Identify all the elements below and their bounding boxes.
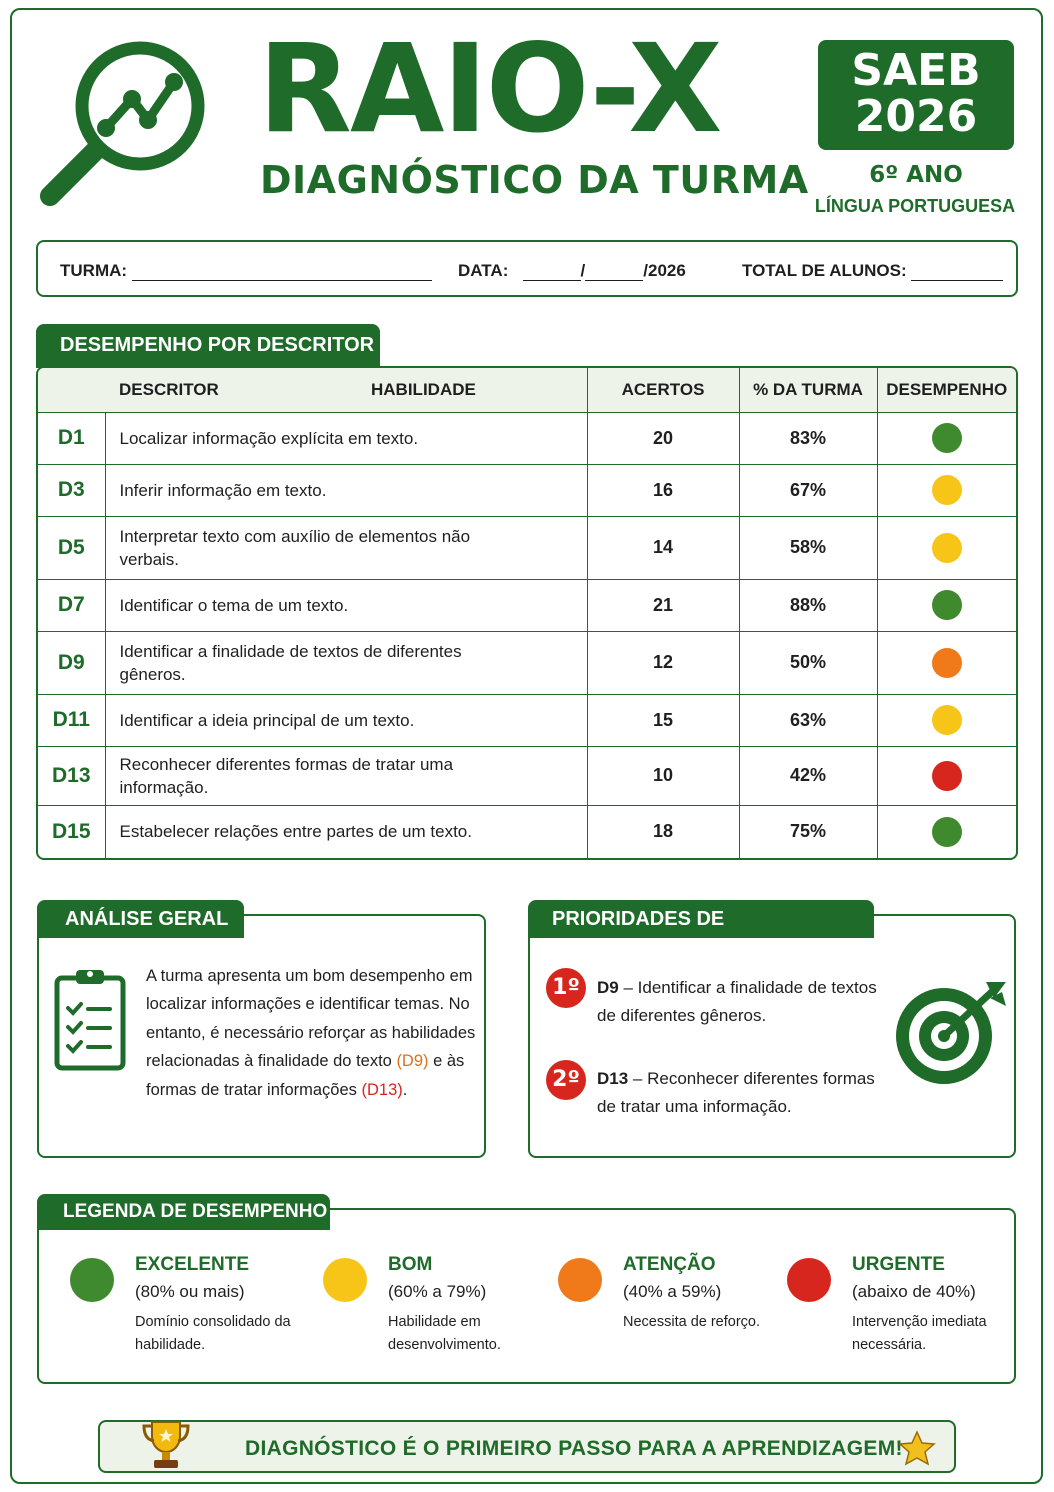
performance-table bbox=[36, 366, 1018, 860]
date-label: DATA: bbox=[458, 261, 509, 280]
status-dot-bom bbox=[932, 705, 962, 735]
descriptor-code: D15 bbox=[38, 805, 105, 858]
legend-dot-bom bbox=[323, 1258, 367, 1302]
legend-range: (60% a 79%) bbox=[388, 1282, 487, 1301]
analysis-text-part: . bbox=[402, 1080, 408, 1099]
performance-indicator-cell bbox=[877, 579, 1016, 631]
subject-label: LÍNGUA PORTUGUESA bbox=[814, 196, 1016, 216]
legend-dot-excelente bbox=[70, 1258, 114, 1302]
legend-description: Domínio consolidado da habilidade. bbox=[135, 1314, 291, 1353]
col-acertos: ACERTOS bbox=[587, 368, 739, 412]
badge-line-1: SAEB bbox=[851, 45, 981, 96]
legend-range: (abaixo de 40%) bbox=[852, 1282, 976, 1301]
acertos-value: 18 bbox=[587, 805, 739, 858]
total-label: TOTAL DE ALUNOS: bbox=[742, 261, 907, 280]
priorities-title: PRIORIDADES DE INTERVENÇÃO bbox=[528, 900, 874, 938]
status-dot-bom bbox=[932, 475, 962, 505]
performance-indicator-cell bbox=[877, 516, 1016, 579]
performance-section-title: DESEMPENHO POR DESCRITOR bbox=[36, 324, 380, 368]
table-header-row bbox=[38, 368, 1016, 412]
skill-description: Identificar a finalidade de textos de diferentes gêneros. bbox=[105, 631, 587, 694]
performance-indicator-cell bbox=[877, 412, 1016, 464]
table-row bbox=[38, 579, 1016, 631]
grade-label: 6º ANO bbox=[869, 162, 963, 188]
priority-text: – Identificar a finalidade de textos de diferentes gêneros. bbox=[597, 978, 877, 1025]
table-row bbox=[38, 464, 1016, 516]
target-arrow-icon bbox=[890, 978, 1010, 1090]
performance-indicator-cell bbox=[877, 464, 1016, 516]
percent-value: 42% bbox=[739, 746, 877, 805]
acertos-value: 16 bbox=[587, 464, 739, 516]
header-descritor-habilidade bbox=[38, 368, 587, 412]
priority-item-1 bbox=[597, 974, 897, 1030]
acertos-value: 10 bbox=[587, 746, 739, 805]
checklist-clipboard-icon bbox=[54, 966, 126, 1072]
page-title: RAIO-X bbox=[258, 18, 721, 160]
date-year: /2026 bbox=[643, 261, 686, 280]
saeb-badge bbox=[818, 40, 1014, 150]
status-dot-excelente bbox=[932, 817, 962, 847]
performance-indicator-cell bbox=[877, 805, 1016, 858]
percent-value: 83% bbox=[739, 412, 877, 464]
legend-description: Habilidade em desenvolvimento. bbox=[388, 1314, 501, 1353]
legend-dot-urgente bbox=[787, 1258, 831, 1302]
descriptor-code: D1 bbox=[38, 412, 105, 464]
table-row bbox=[38, 746, 1016, 805]
legend-range: (40% a 59%) bbox=[623, 1282, 722, 1301]
status-dot-urgente bbox=[932, 761, 962, 791]
footer-banner bbox=[98, 1420, 956, 1473]
col-habilidade: HABILIDADE bbox=[371, 380, 476, 399]
analysis-title: ANÁLISE GERAL bbox=[37, 900, 244, 938]
skill-description: Interpretar texto com auxílio de elementos não verbais. bbox=[105, 516, 587, 579]
skill-description: Localizar informação explícita em texto. bbox=[105, 412, 587, 464]
status-dot-bom bbox=[932, 533, 962, 563]
skill-description: Identificar a ideia principal de um texto. bbox=[105, 694, 587, 746]
skill-description: Identificar o tema de um texto. bbox=[105, 579, 587, 631]
magnifier-chart-icon bbox=[36, 36, 216, 216]
skill-description: Reconhecer diferentes formas de tratar uma informação. bbox=[105, 746, 587, 805]
performance-indicator-cell bbox=[877, 746, 1016, 805]
legend-label: EXCELENTE bbox=[135, 1254, 250, 1275]
col-descritor: DESCRITOR bbox=[119, 380, 219, 399]
analysis-highlight-d9: (D9) bbox=[396, 1052, 429, 1071]
priority-code: D9 bbox=[597, 978, 619, 997]
skill-description: Inferir informação em texto. bbox=[105, 464, 587, 516]
legend-label: ATENÇÃO bbox=[623, 1254, 716, 1275]
total-field[interactable] bbox=[742, 261, 1003, 281]
descriptor-code: D3 bbox=[38, 464, 105, 516]
legend-description: Necessita de reforço. bbox=[623, 1314, 761, 1330]
percent-value: 50% bbox=[739, 631, 877, 694]
legend-description: Intervenção imediata necessária. bbox=[852, 1314, 987, 1353]
descriptor-code: D9 bbox=[38, 631, 105, 694]
priority-code: D13 bbox=[597, 1069, 629, 1088]
total-blank[interactable] bbox=[911, 263, 1003, 281]
status-dot-excelente bbox=[932, 590, 962, 620]
status-dot-excelente bbox=[932, 423, 962, 453]
descriptor-code: D7 bbox=[38, 579, 105, 631]
status-dot-atencao bbox=[932, 648, 962, 678]
priority-rank-badge: 1º bbox=[546, 968, 586, 1008]
turma-field[interactable] bbox=[60, 261, 432, 281]
page-subtitle: DIAGNÓSTICO DA TURMA bbox=[260, 158, 809, 202]
analysis-text-part: A turma apresenta um bom desempenho em localizar informações e identificar temas. No entanto, é necessário reforçar as habilidades relacionadas à finalidade do texto bbox=[146, 967, 476, 1071]
table-row bbox=[38, 412, 1016, 464]
priority-rank-badge: 2º bbox=[546, 1060, 586, 1100]
acertos-value: 15 bbox=[587, 694, 739, 746]
legend-label: BOM bbox=[388, 1254, 433, 1275]
performance-indicator-cell bbox=[877, 631, 1016, 694]
date-field[interactable] bbox=[458, 261, 686, 281]
table-row bbox=[38, 631, 1016, 694]
percent-value: 75% bbox=[739, 805, 877, 858]
col-desempenho: DESEMPENHO bbox=[877, 368, 1016, 412]
turma-label: TURMA: bbox=[60, 261, 128, 280]
priority-item-2 bbox=[597, 1065, 887, 1121]
table-row bbox=[38, 805, 1016, 858]
descriptor-code: D13 bbox=[38, 746, 105, 805]
acertos-value: 20 bbox=[587, 412, 739, 464]
analysis-text bbox=[146, 962, 476, 1104]
legend-title: LEGENDA DE DESEMPENHO bbox=[37, 1194, 330, 1230]
class-info-bar bbox=[36, 240, 1018, 297]
star-icon bbox=[898, 1430, 936, 1466]
acertos-value: 12 bbox=[587, 631, 739, 694]
percent-value: 67% bbox=[739, 464, 877, 516]
legend-range: (80% ou mais) bbox=[135, 1282, 245, 1301]
acertos-value: 14 bbox=[587, 516, 739, 579]
footer-text: DIAGNÓSTICO É O PRIMEIRO PASSO PARA A APRENDIZAGEM! bbox=[245, 1437, 903, 1460]
analysis-text-part: e às formas de tratar informações bbox=[146, 1052, 465, 1099]
performance-indicator-cell bbox=[877, 694, 1016, 746]
trophy-icon bbox=[138, 1416, 194, 1472]
table-row bbox=[38, 694, 1016, 746]
percent-value: 63% bbox=[739, 694, 877, 746]
turma-blank[interactable] bbox=[132, 263, 432, 281]
date-separator: / bbox=[580, 261, 586, 280]
percent-value: 88% bbox=[739, 579, 877, 631]
date-month-blank[interactable] bbox=[585, 263, 643, 281]
priority-text: – Reconhecer diferentes formas de tratar uma informação. bbox=[597, 1069, 875, 1116]
analysis-highlight-d13: (D13) bbox=[361, 1080, 403, 1099]
legend-dot-atencao bbox=[558, 1258, 602, 1302]
descriptor-code: D5 bbox=[38, 516, 105, 579]
percent-value: 58% bbox=[739, 516, 877, 579]
skill-description: Estabelecer relações entre partes de um texto. bbox=[105, 805, 587, 858]
col-percent: % DA TURMA bbox=[739, 368, 877, 412]
table-row bbox=[38, 516, 1016, 579]
descriptor-code: D11 bbox=[38, 694, 105, 746]
date-day-blank[interactable] bbox=[523, 263, 581, 281]
legend-label: URGENTE bbox=[852, 1254, 945, 1275]
badge-line-2: 2026 bbox=[854, 91, 978, 142]
acertos-value: 21 bbox=[587, 579, 739, 631]
